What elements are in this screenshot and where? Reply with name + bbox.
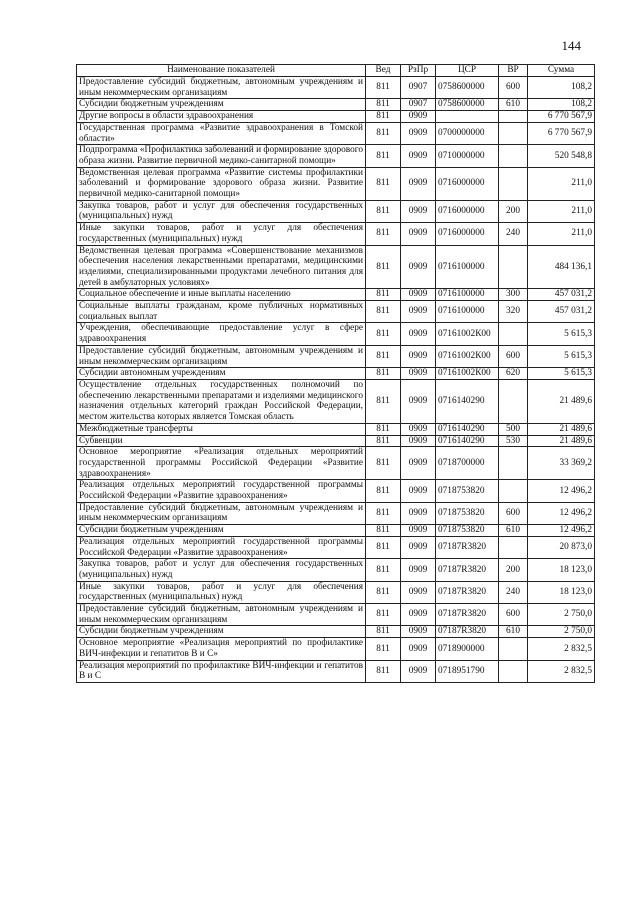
table-row — [77, 480, 595, 502]
cell-name: Иные закупки товаров, работ и услуг для обеспечения государственных (муниципальных) нужд — [77, 223, 366, 245]
table-row — [77, 245, 595, 289]
cell-ved: 811 — [366, 638, 401, 660]
cell-name: Реализация мероприятий по профилактике ВИЧ-инфекции и гепатитов В и С — [77, 660, 366, 682]
cell-ved: 811 — [366, 245, 401, 289]
cell-ved: 811 — [366, 345, 401, 367]
cell-csr: 0718753820 — [436, 480, 499, 502]
cell-sum: 211,0 — [528, 200, 595, 222]
table-row — [77, 111, 595, 123]
cell-name: Субсидии бюджетным учреждениям — [77, 525, 366, 537]
table-row — [77, 447, 595, 480]
cell-vr: 240 — [499, 223, 528, 245]
cell-csr: 0716140290 — [436, 423, 499, 435]
cell-sum: 21 489,6 — [528, 435, 595, 447]
cell-vr: 600 — [499, 77, 528, 99]
cell-csr: 0716140290 — [436, 379, 499, 423]
table-row — [77, 77, 595, 99]
cell-csr: 0716000000 — [436, 167, 499, 200]
cell-ved: 811 — [366, 536, 401, 558]
cell-rzpr: 0909 — [401, 200, 436, 222]
cell-csr: 07187R3820 — [436, 626, 499, 638]
cell-csr: 0710000000 — [436, 145, 499, 167]
cell-rzpr: 0909 — [401, 167, 436, 200]
cell-ved: 811 — [366, 604, 401, 626]
cell-vr: 320 — [499, 301, 528, 323]
cell-name: Реализация отдельных мероприятий государственной программы Российской Федерации «Развитие здравоохранения» — [77, 480, 366, 502]
page-number: 144 — [561, 38, 581, 53]
cell-name: Ведомственная целевая программа «Развитие системы профилактики заболеваний и формирование здорового образа жизни. Развитие первичной медико-санитарной помощи» — [77, 167, 366, 200]
column-header-name: Наименование показателей — [77, 65, 366, 77]
cell-ved: 811 — [366, 435, 401, 447]
cell-csr: 0718951790 — [436, 660, 499, 682]
cell-ved: 811 — [366, 289, 401, 301]
table-row — [77, 502, 595, 524]
column-header-ved: Вед — [366, 65, 401, 77]
cell-csr: 0716100000 — [436, 289, 499, 301]
cell-sum: 6 770 567,9 — [528, 122, 595, 144]
cell-rzpr: 0909 — [401, 660, 436, 682]
cell-csr: 07187R3820 — [436, 604, 499, 626]
cell-rzpr: 0909 — [401, 525, 436, 537]
cell-csr: 0758600000 — [436, 77, 499, 99]
cell-ved: 811 — [366, 480, 401, 502]
cell-vr: 500 — [499, 423, 528, 435]
cell-csr: 0718900000 — [436, 638, 499, 660]
cell-vr — [499, 480, 528, 502]
table-row — [77, 301, 595, 323]
cell-name: Другие вопросы в области здравоохранения — [77, 111, 366, 123]
table-row — [77, 626, 595, 638]
cell-ved: 811 — [366, 200, 401, 222]
cell-sum: 2 750,0 — [528, 604, 595, 626]
cell-csr: 07187R3820 — [436, 581, 499, 603]
cell-sum: 108,2 — [528, 77, 595, 99]
table-row — [77, 200, 595, 222]
cell-ved: 811 — [366, 447, 401, 480]
cell-name: Субсидии бюджетным учреждениям — [77, 99, 366, 111]
cell-ved: 811 — [366, 379, 401, 423]
cell-name: Социальные выплаты гражданам, кроме публичных нормативных социальных выплат — [77, 301, 366, 323]
cell-ved: 811 — [366, 223, 401, 245]
cell-vr: 610 — [499, 626, 528, 638]
cell-ved: 811 — [366, 423, 401, 435]
cell-sum: 108,2 — [528, 99, 595, 111]
cell-vr: 610 — [499, 99, 528, 111]
cell-sum: 2 832,5 — [528, 638, 595, 660]
cell-sum: 484 136,1 — [528, 245, 595, 289]
cell-csr: 0716100000 — [436, 301, 499, 323]
cell-sum: 5 615,3 — [528, 368, 595, 380]
table-row — [77, 368, 595, 380]
table-row — [77, 323, 595, 345]
cell-rzpr: 0909 — [401, 423, 436, 435]
cell-sum: 2 750,0 — [528, 626, 595, 638]
cell-rzpr: 0909 — [401, 581, 436, 603]
cell-rzpr: 0909 — [401, 536, 436, 558]
cell-sum: 12 496,2 — [528, 525, 595, 537]
cell-name: Учреждения, обеспечивающие предоставление услуг в сфере здравоохранения — [77, 323, 366, 345]
cell-vr: 200 — [499, 559, 528, 581]
table-row — [77, 525, 595, 537]
cell-sum: 21 489,6 — [528, 423, 595, 435]
cell-name: Предоставление субсидий бюджетным, автономным учреждениям и иным некоммерческим организациям — [77, 502, 366, 524]
cell-ved: 811 — [366, 559, 401, 581]
table-row — [77, 289, 595, 301]
cell-name: Основное мероприятие «Реализация мероприятий по профилактике ВИЧ-инфекции и гепатитов В и С» — [77, 638, 366, 660]
table-row — [77, 435, 595, 447]
cell-sum: 33 369,2 — [528, 447, 595, 480]
cell-name: Ведомственная целевая программа «Совершенствование механизмов обеспечения населения лекарственными препаратами, медицинскими изделиями, специализированными продуктами лечебного питания для детей в амбулаторных условиях» — [77, 245, 366, 289]
cell-csr: 07161002К00 — [436, 345, 499, 367]
table-header-row — [77, 65, 595, 77]
cell-rzpr: 0909 — [401, 638, 436, 660]
cell-rzpr: 0909 — [401, 111, 436, 123]
cell-rzpr: 0909 — [401, 559, 436, 581]
cell-rzpr: 0907 — [401, 77, 436, 99]
cell-vr: 600 — [499, 345, 528, 367]
cell-name: Реализация отдельных мероприятий государственной программы Российской Федерации «Развитие здравоохранения» — [77, 536, 366, 558]
table-row — [77, 345, 595, 367]
cell-sum: 12 496,2 — [528, 502, 595, 524]
cell-name: Подпрограмма «Профилактика заболеваний и формирование здорового образа жизни. Развитие первичной медико-санитарной помощи» — [77, 145, 366, 167]
cell-vr — [499, 660, 528, 682]
cell-ved: 811 — [366, 323, 401, 345]
cell-rzpr: 0909 — [401, 604, 436, 626]
table-row — [77, 99, 595, 111]
cell-sum: 5 615,3 — [528, 323, 595, 345]
cell-vr: 530 — [499, 435, 528, 447]
cell-name: Межбюджетные трансферты — [77, 423, 366, 435]
cell-vr: 200 — [499, 200, 528, 222]
table-row — [77, 167, 595, 200]
cell-vr — [499, 638, 528, 660]
cell-sum: 6 770 567,9 — [528, 111, 595, 123]
cell-ved: 811 — [366, 145, 401, 167]
cell-csr: 0718753820 — [436, 525, 499, 537]
cell-ved: 811 — [366, 122, 401, 144]
cell-ved: 811 — [366, 301, 401, 323]
cell-sum: 211,0 — [528, 167, 595, 200]
cell-vr — [499, 447, 528, 480]
cell-csr: 0758600000 — [436, 99, 499, 111]
cell-rzpr: 0909 — [401, 122, 436, 144]
cell-rzpr: 0909 — [401, 502, 436, 524]
cell-vr: 600 — [499, 604, 528, 626]
cell-vr — [499, 536, 528, 558]
table-row — [77, 379, 595, 423]
column-header-csr: ЦСР — [436, 65, 499, 77]
cell-name: Осуществление отдельных государственных полномочий по обеспечению лекарственными препаратами и изделиями медицинского назначения отдельных категорий граждан Российской Федерации, местом жительства которых является Томская область — [77, 379, 366, 423]
cell-vr — [499, 145, 528, 167]
cell-rzpr: 0909 — [401, 447, 436, 480]
cell-name: Предоставление субсидий бюджетным, автономным учреждениям и иным некоммерческим организациям — [77, 77, 366, 99]
cell-rzpr: 0909 — [401, 345, 436, 367]
cell-vr — [499, 167, 528, 200]
cell-name: Социальное обеспечение и иные выплаты населению — [77, 289, 366, 301]
cell-ved: 811 — [366, 525, 401, 537]
cell-csr: 07187R3820 — [436, 536, 499, 558]
table-row — [77, 604, 595, 626]
cell-sum: 21 489,6 — [528, 379, 595, 423]
cell-rzpr: 0909 — [401, 223, 436, 245]
table-row — [77, 581, 595, 603]
cell-ved: 811 — [366, 502, 401, 524]
table-row — [77, 660, 595, 682]
cell-vr — [499, 323, 528, 345]
cell-name: Иные закупки товаров, работ и услуг для обеспечения государственных (муниципальных) нужд — [77, 581, 366, 603]
column-header-rzpr: РзПр — [401, 65, 436, 77]
column-header-vr: ВР — [499, 65, 528, 77]
cell-vr: 300 — [499, 289, 528, 301]
cell-ved: 811 — [366, 167, 401, 200]
cell-csr: 07161002К00 — [436, 323, 499, 345]
cell-vr — [499, 122, 528, 144]
cell-vr: 240 — [499, 581, 528, 603]
cell-sum: 457 031,2 — [528, 301, 595, 323]
cell-sum: 18 123,0 — [528, 581, 595, 603]
cell-rzpr: 0909 — [401, 480, 436, 502]
cell-rzpr: 0909 — [401, 435, 436, 447]
cell-sum: 5 615,3 — [528, 345, 595, 367]
cell-sum: 211,0 — [528, 223, 595, 245]
cell-csr — [436, 111, 499, 123]
cell-csr: 0700000000 — [436, 122, 499, 144]
cell-sum: 20 873,0 — [528, 536, 595, 558]
cell-vr — [499, 111, 528, 123]
cell-rzpr: 0909 — [401, 323, 436, 345]
cell-rzpr: 0907 — [401, 99, 436, 111]
cell-sum: 520 548,8 — [528, 145, 595, 167]
cell-csr: 07187R3820 — [436, 559, 499, 581]
cell-ved: 811 — [366, 99, 401, 111]
table-row — [77, 423, 595, 435]
cell-name: Предоставление субсидий бюджетным, автономным учреждениям и иным некоммерческим организациям — [77, 604, 366, 626]
cell-name: Субвенции — [77, 435, 366, 447]
cell-ved: 811 — [366, 77, 401, 99]
budget-table — [76, 64, 595, 683]
cell-name: Закупка товаров, работ и услуг для обеспечения государственных (муниципальных) нужд — [77, 200, 366, 222]
table-row — [77, 559, 595, 581]
table-row — [77, 145, 595, 167]
cell-ved: 811 — [366, 581, 401, 603]
table-row — [77, 536, 595, 558]
cell-csr: 0716000000 — [436, 200, 499, 222]
cell-rzpr: 0909 — [401, 145, 436, 167]
cell-sum: 457 031,2 — [528, 289, 595, 301]
cell-name: Закупка товаров, работ и услуг для обеспечения государственных (муниципальных) нужд — [77, 559, 366, 581]
table-row — [77, 638, 595, 660]
table-row — [77, 122, 595, 144]
cell-ved: 811 — [366, 111, 401, 123]
cell-name: Субсидии бюджетным учреждениям — [77, 626, 366, 638]
cell-csr: 0718753820 — [436, 502, 499, 524]
cell-sum: 2 832,5 — [528, 660, 595, 682]
table-row — [77, 223, 595, 245]
cell-rzpr: 0909 — [401, 301, 436, 323]
cell-vr — [499, 245, 528, 289]
cell-ved: 811 — [366, 368, 401, 380]
cell-ved: 811 — [366, 626, 401, 638]
cell-vr: 600 — [499, 502, 528, 524]
cell-name: Государственная программа «Развитие здравоохранения в Томской области» — [77, 122, 366, 144]
cell-rzpr: 0909 — [401, 245, 436, 289]
cell-csr: 0718700000 — [436, 447, 499, 480]
cell-name: Предоставление субсидий бюджетным, автономным учреждениям и иным некоммерческим организациям — [77, 345, 366, 367]
cell-csr: 0716000000 — [436, 223, 499, 245]
cell-rzpr: 0909 — [401, 368, 436, 380]
cell-sum: 18 123,0 — [528, 559, 595, 581]
cell-sum: 12 496,2 — [528, 480, 595, 502]
cell-csr: 0716100000 — [436, 245, 499, 289]
cell-rzpr: 0909 — [401, 626, 436, 638]
cell-vr: 620 — [499, 368, 528, 380]
cell-rzpr: 0909 — [401, 379, 436, 423]
column-header-sum: Сумма — [528, 65, 595, 77]
cell-ved: 811 — [366, 660, 401, 682]
cell-vr — [499, 379, 528, 423]
cell-vr: 610 — [499, 525, 528, 537]
cell-name: Субсидии автономным учреждениям — [77, 368, 366, 380]
cell-name: Основное мероприятие «Реализация отдельных мероприятий государственной программы Российской Федерации «Развитие здравоохранения» — [77, 447, 366, 480]
cell-csr: 0716140290 — [436, 435, 499, 447]
cell-rzpr: 0909 — [401, 289, 436, 301]
cell-csr: 07161002К00 — [436, 368, 499, 380]
